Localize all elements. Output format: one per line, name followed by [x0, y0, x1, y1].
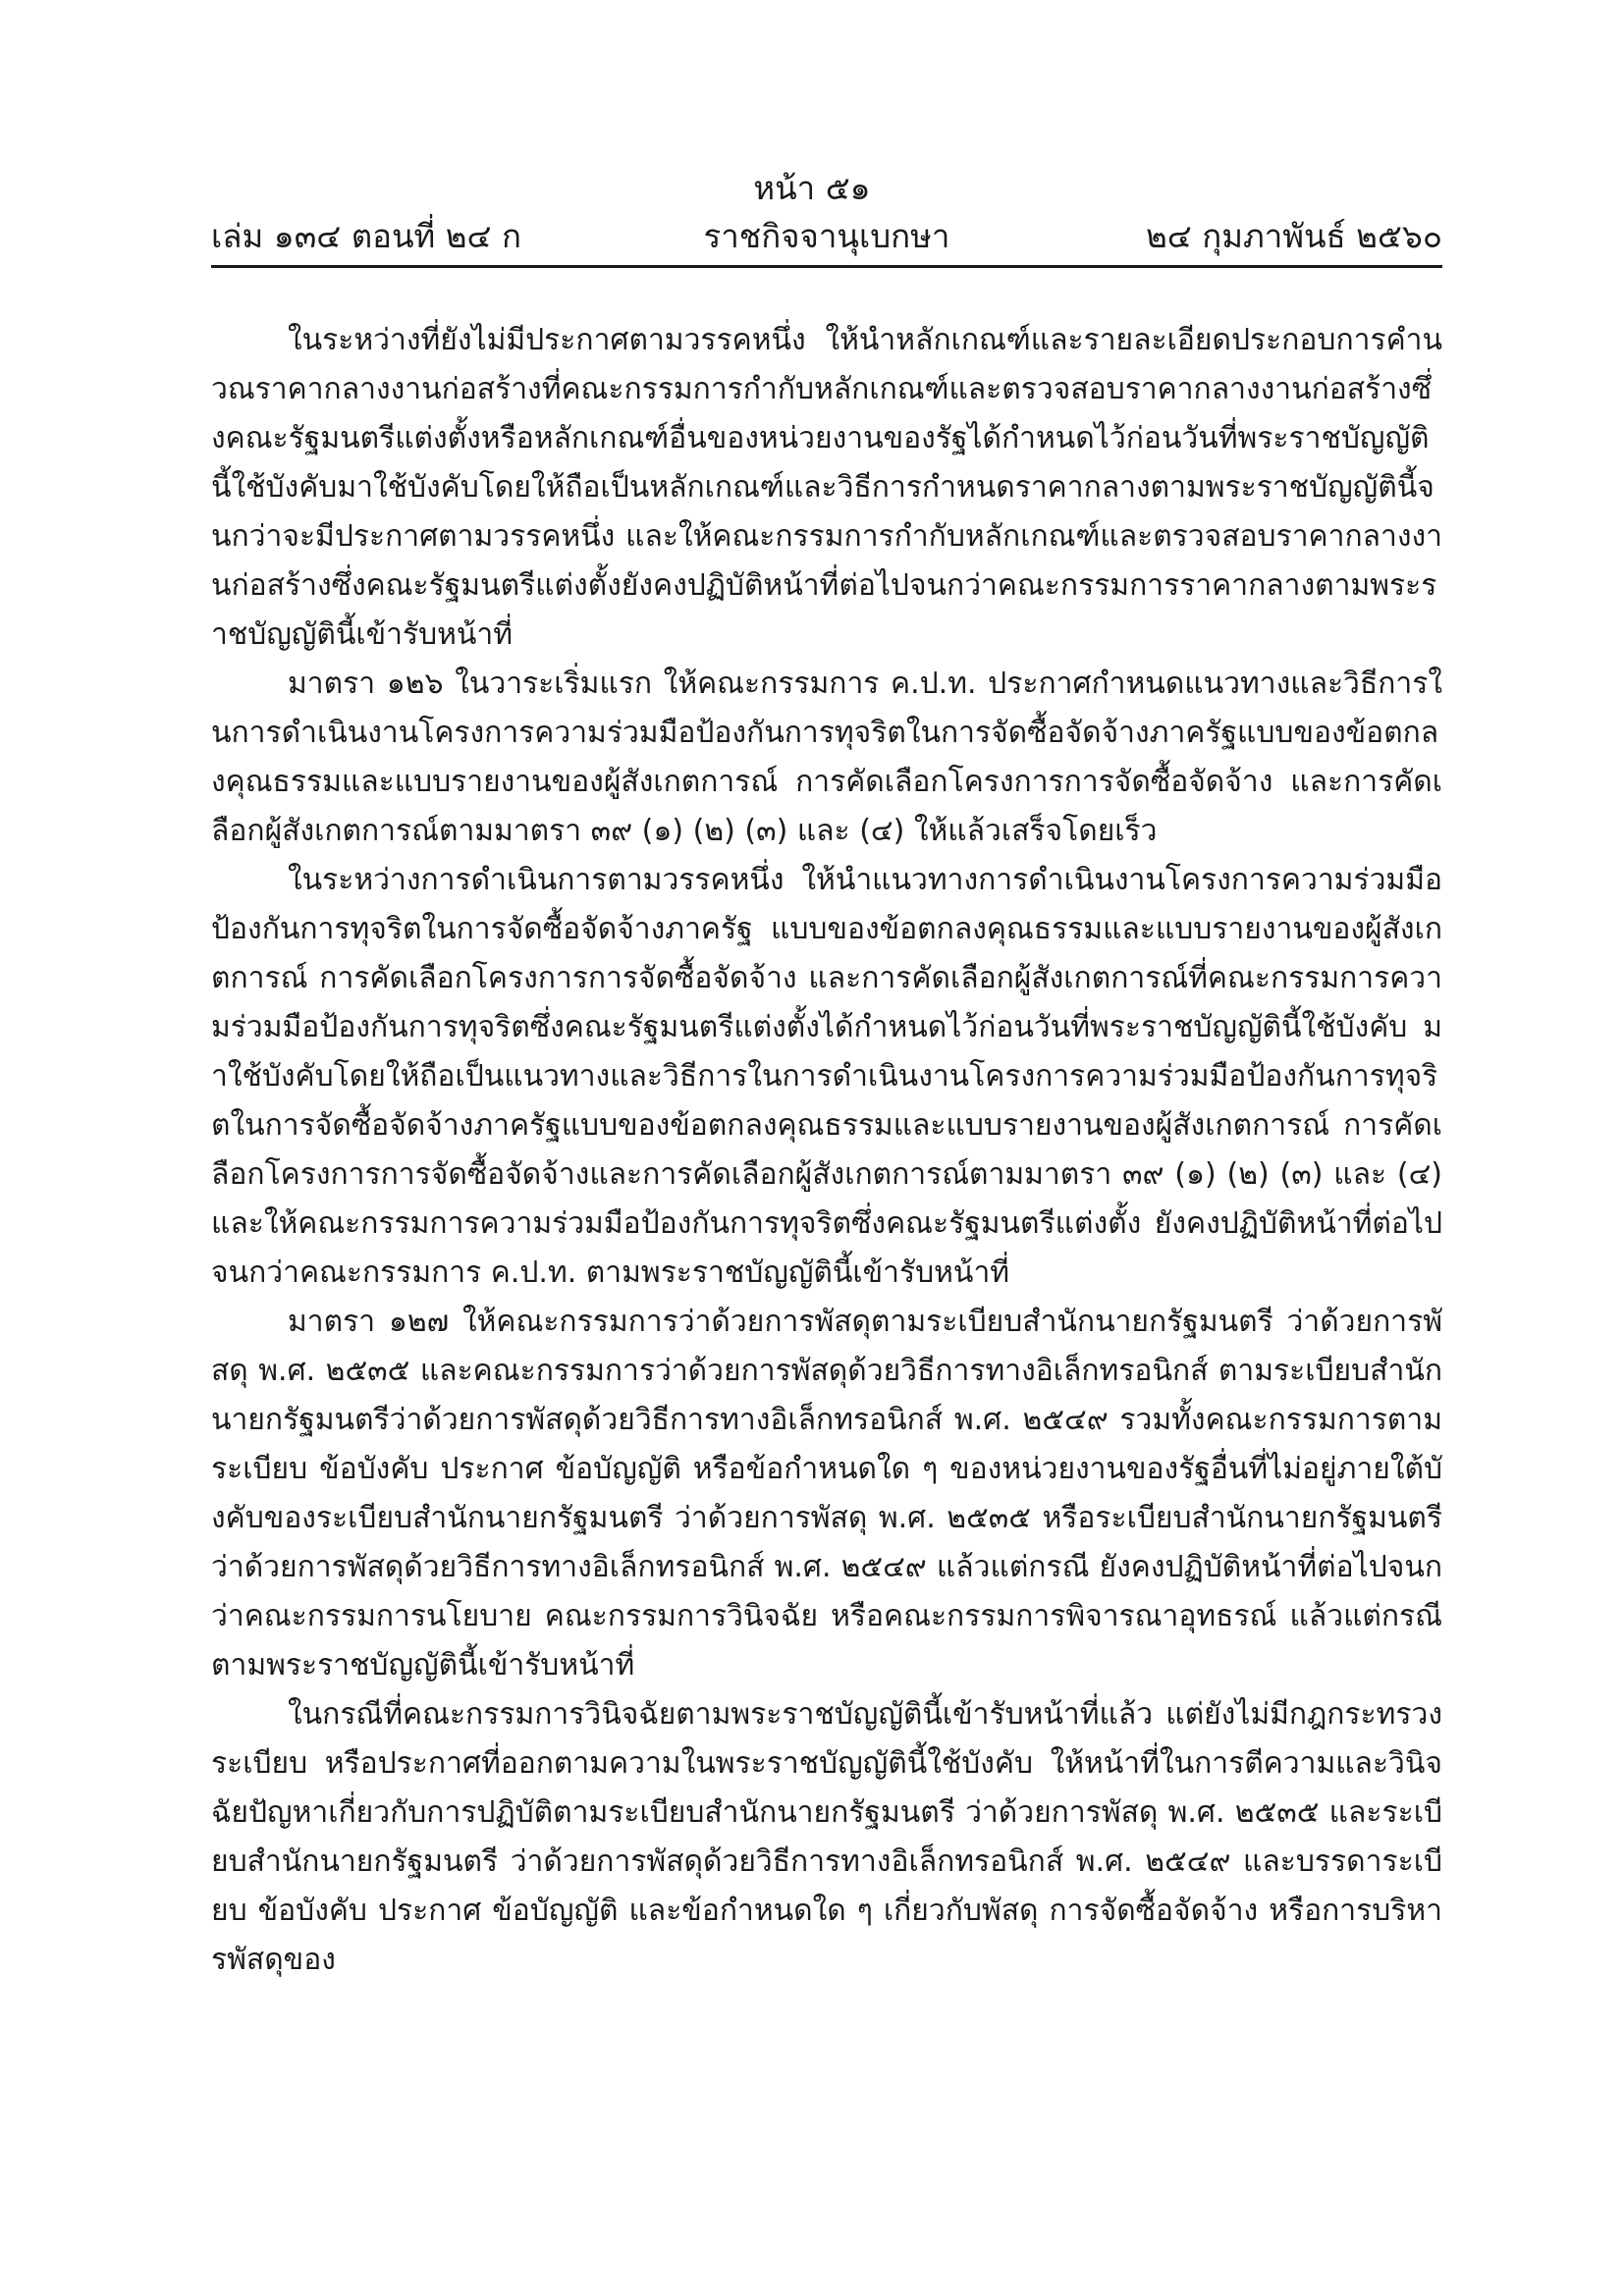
header-divider	[211, 265, 1442, 268]
document-body	[211, 316, 1442, 1985]
paragraph: ในกรณีที่คณะกรรมการวินิจฉัยตามพระราชบัญญัตินี้เข้ารับหน้าที่แล้ว แต่ยังไม่มีกฎกระทรวง ระเบียบ หรือประกาศที่ออกตามความในพระราชบัญญัตินี้ใช้บังคับ ให้หน้าที่ในการตีความและวินิจฉัยปัญหาเกี่ยวกับการปฏิบัติตามระเบียบสำนักนายกรัฐมนตรี ว่าด้วยการพัสดุ พ.ศ. ๒๕๓๕ และระเบียบสำนักนายกรัฐมนตรี ว่าด้วยการพัสดุด้วยวิธีการทางอิเล็กทรอนิกส์ พ.ศ. ๒๕๔๙ และบรรดาระเบียบ ข้อบังคับ ประกาศ ข้อบัญญัติ และข้อกำหนดใด ๆ เกี่ยวกับพัสดุ การจัดซื้อจัดจ้าง หรือการบริหารพัสดุของ	[211, 1697, 1442, 1977]
paragraph: ในระหว่างการดำเนินการตามวรรคหนึ่ง ให้นำแนวทางการดำเนินงานโครงการความร่วมมือป้องกันการทุจริตในการจัดซื้อจัดจ้างภาครัฐ แบบของข้อตกลงคุณธรรมและแบบรายงานของผู้สังเกตการณ์ การคัดเลือกโครงการการจัดซื้อจัดจ้าง และการคัดเลือกผู้สังเกตการณ์ที่คณะกรรมการความร่วมมือป้องกันการทุจริตซึ่งคณะรัฐมนตรีแต่งตั้งได้กำหนดไว้ก่อนวันที่พระราชบัญญัตินี้ใช้บังคับ มาใช้บังคับโดยให้ถือเป็นแนวทางและวิธีการในการดำเนินงานโครงการความร่วมมือป้องกันการทุจริตในการจัดซื้อจัดจ้างภาครัฐแบบของข้อตกลงคุณธรรมและแบบรายงานของผู้สังเกตการณ์ การคัดเลือกโครงการการจัดซื้อจัดจ้างและการคัดเลือกผู้สังเกตการณ์ตามมาตรา ๓๙ (๑) (๒) (๓) และ (๔) และให้คณะกรรมการความร่วมมือป้องกันการทุจริตซึ่งคณะรัฐมนตรีแต่งตั้ง ยังคงปฏิบัติหน้าที่ต่อไปจนกว่าคณะกรรมการ ค.ป.ท. ตามพระราชบัญญัตินี้เข้ารับหน้าที่	[211, 863, 1442, 1290]
page-header	[211, 214, 1442, 259]
volume-issue: เล่ม ๑๓๔ ตอนที่ ๒๔ ก	[211, 217, 521, 255]
publication-date: ๒๔ กุมภาพันธ์ ๒๕๖๐	[1146, 217, 1442, 255]
paragraph-section-127: มาตรา ๑๒๗ ให้คณะกรรมการว่าด้วยการพัสดุตามระเบียบสำนักนายกรัฐมนตรี ว่าด้วยการพัสดุ พ.ศ. ๒๕๓๕ และคณะกรรมการว่าด้วยการพัสดุด้วยวิธีการทางอิเล็กทรอนิกส์ ตามระเบียบสำนักนายกรัฐมนตรีว่าด้วยการพัสดุด้วยวิธีการทางอิเล็กทรอนิกส์ พ.ศ. ๒๕๔๙ รวมทั้งคณะกรรมการตามระเบียบ ข้อบังคับ ประกาศ ข้อบัญญัติ หรือข้อกำหนดใด ๆ ของหน่วยงานของรัฐอื่นที่ไม่อยู่ภายใต้บังคับของระเบียบสำนักนายกรัฐมนตรี ว่าด้วยการพัสดุ พ.ศ. ๒๕๓๕ หรือระเบียบสำนักนายกรัฐมนตรี ว่าด้วยการพัสดุด้วยวิธีการทางอิเล็กทรอนิกส์ พ.ศ. ๒๕๔๙ แล้วแต่กรณี ยังคงปฏิบัติหน้าที่ต่อไปจนกว่าคณะกรรมการนโยบาย คณะกรรมการวินิจฉัย หรือคณะกรรมการพิจารณาอุทธรณ์ แล้วแต่กรณี ตามพระราชบัญญัตินี้เข้ารับหน้าที่	[211, 1305, 1442, 1682]
page-number: หน้า ๕๑	[753, 169, 871, 207]
publication-name: ราชกิจจานุเบกษา	[703, 217, 950, 255]
paragraph-section-126: มาตรา ๑๒๖ ในวาระเริ่มแรก ให้คณะกรรมการ ค.ป.ท. ประกาศกำหนดแนวทางและวิธีการในการดำเนินงานโครงการความร่วมมือป้องกันการทุจริตในการจัดซื้อจัดจ้างภาครัฐแบบของข้อตกลงคุณธรรมและแบบรายงานของผู้สังเกตการณ์ การคัดเลือกโครงการการจัดซื้อจัดจ้าง และการคัดเลือกผู้สังเกตการณ์ตามมาตรา ๓๙ (๑) (๒) (๓) และ (๔) ให้แล้วเสร็จโดยเร็ว	[211, 667, 1442, 848]
paragraph: ในระหว่างที่ยังไม่มีประกาศตามวรรคหนึ่ง ให้นำหลักเกณฑ์และรายละเอียดประกอบการคำนวณราคากลางงานก่อสร้างที่คณะกรรมการกำกับหลักเกณฑ์และตรวจสอบราคากลางงานก่อสร้างซึ่งคณะรัฐมนตรีแต่งตั้งหรือหลักเกณฑ์อื่นของหน่วยงานของรัฐได้กำหนดไว้ก่อนวันที่พระราชบัญญัตินี้ใช้บังคับมาใช้บังคับโดยให้ถือเป็นหลักเกณฑ์และวิธีการกำหนดราคากลางตามพระราชบัญญัตินี้จนกว่าจะมีประกาศตามวรรคหนึ่ง และให้คณะกรรมการกำกับหลักเกณฑ์และตรวจสอบราคากลางงานก่อสร้างซึ่งคณะรัฐมนตรีแต่งตั้งยังคงปฏิบัติหน้าที่ต่อไปจนกว่าคณะกรรมการราคากลางตามพระราชบัญญัตินี้เข้ารับหน้าที่	[211, 323, 1442, 652]
